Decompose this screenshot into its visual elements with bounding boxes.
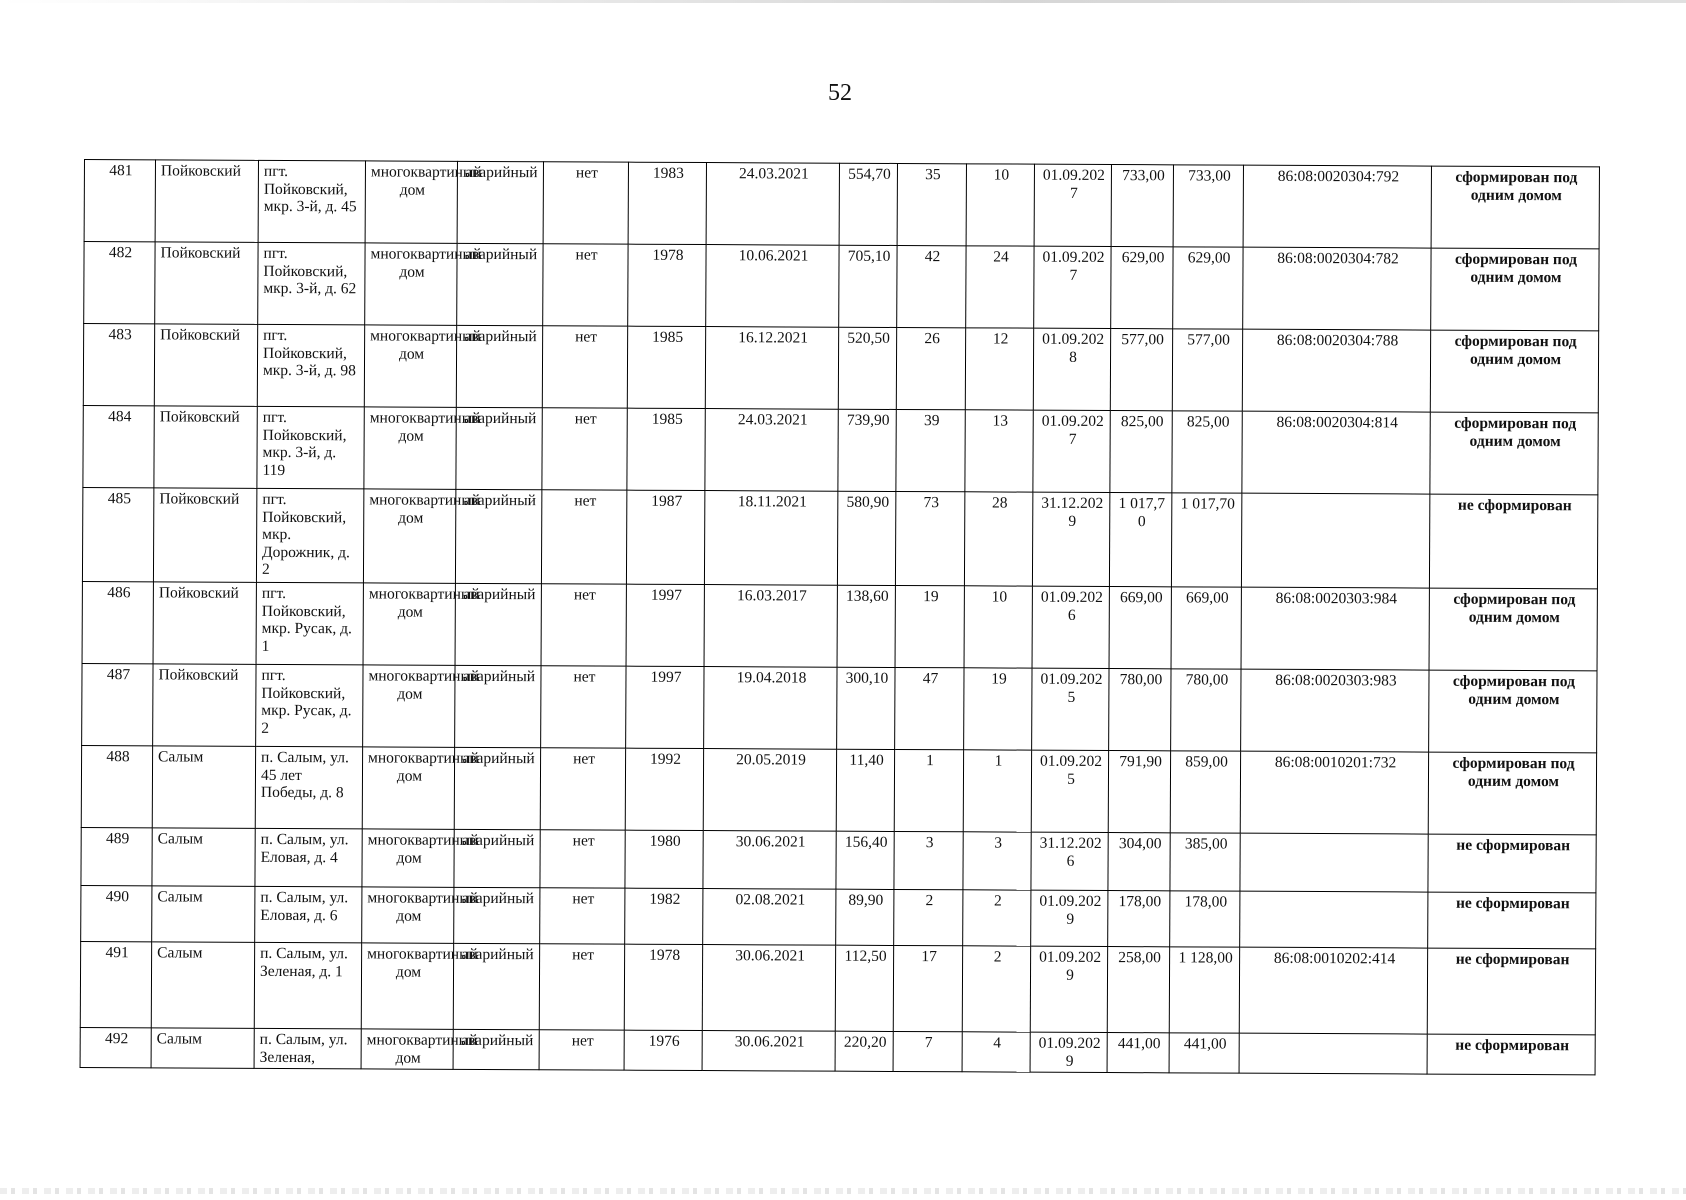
- building-type-cell: многоквартиный дом: [363, 583, 455, 665]
- land-area-total-cell: 780,00: [1171, 669, 1241, 751]
- building-type-cell: многоквартиный дом: [361, 1029, 453, 1069]
- build-year-cell: 1980: [625, 830, 703, 888]
- municipality-cell: Пойковский: [155, 160, 258, 243]
- row-number-cell: 488: [81, 745, 152, 827]
- resettlement-date-cell: 01.09.2029: [1030, 946, 1107, 1032]
- residents-count-cell: 17: [893, 945, 962, 1031]
- flats-count-cell: 10: [966, 164, 1034, 246]
- recognition-date-cell: 02.08.2021: [703, 889, 836, 946]
- address-cell: пгт. Пойковский, мкр. 3-й, д. 98: [257, 324, 364, 407]
- flats-count-cell: 4: [962, 1032, 1030, 1072]
- cadastral-number-cell: 86:08:0020303:983: [1241, 669, 1429, 752]
- flats-count-cell: 3: [963, 832, 1031, 890]
- recognition-date-cell: 16.03.2017: [704, 585, 837, 668]
- land-area-total-cell: 385,00: [1170, 833, 1240, 891]
- condition-cell: аварийный: [457, 243, 543, 325]
- flats-count-cell: 10: [964, 586, 1032, 668]
- housing-register-table: [80, 159, 1600, 1075]
- table-row: [82, 581, 1597, 670]
- resettlement-date-cell: 01.09.2029: [1030, 1032, 1107, 1072]
- cadastral-number-cell: 86:08:0020304:788: [1242, 329, 1430, 412]
- recognition-date-cell: 24.03.2021: [705, 409, 838, 492]
- land-status-cell: не сформирован: [1428, 834, 1596, 893]
- residents-count-cell: 2: [894, 889, 963, 945]
- area-cell: 89,90: [836, 889, 894, 945]
- resettlement-date-cell: 01.09.2028: [1033, 328, 1110, 410]
- flats-count-cell: 28: [964, 492, 1032, 586]
- building-type-cell: многоквартиный дом: [362, 887, 454, 943]
- residents-count-cell: 73: [895, 491, 964, 585]
- flats-count-cell: 1: [963, 750, 1031, 832]
- building-type-cell: многоквартиный дом: [361, 943, 453, 1029]
- building-type-cell: многоквартиный дом: [362, 747, 454, 829]
- condition-cell: аварийный: [456, 407, 542, 489]
- land-status-cell: сформирован под одним домом: [1428, 752, 1596, 835]
- address-cell: п. Салым, ул. 45 лет Победы, д. 8: [255, 746, 362, 829]
- municipality-cell: Салым: [152, 886, 255, 943]
- municipality-cell: Салым: [151, 942, 254, 1029]
- cadastral-number-cell: 86:08:0010202:414: [1239, 947, 1427, 1034]
- residents-count-cell: 39: [896, 409, 965, 491]
- building-type-cell: многоквартиный дом: [363, 665, 455, 747]
- condition-cell: аварийный: [456, 325, 542, 407]
- land-area-cell: 178,00: [1108, 891, 1170, 947]
- land-area-total-cell: 577,00: [1172, 329, 1242, 411]
- recognition-date-cell: 20.05.2019: [703, 749, 836, 832]
- row-number-cell: 491: [80, 941, 151, 1027]
- building-type-cell: многоквартиный дом: [364, 407, 456, 489]
- row-number-cell: 482: [84, 242, 155, 324]
- municipality-cell: Салым: [152, 746, 255, 829]
- area-cell: 156,40: [836, 831, 894, 889]
- table-row: [82, 487, 1597, 588]
- build-year-cell: 1987: [626, 490, 704, 584]
- area-cell: 739,90: [838, 409, 896, 491]
- flag-cell: нет: [541, 666, 626, 748]
- land-area-total-cell: 825,00: [1172, 411, 1242, 493]
- land-area-total-cell: 733,00: [1173, 165, 1243, 247]
- residents-count-cell: 1: [894, 749, 963, 831]
- row-number-cell: 485: [82, 487, 153, 581]
- flats-count-cell: 2: [963, 890, 1031, 946]
- address-cell: п. Салым, ул. Еловая, д. 4: [255, 828, 362, 887]
- area-cell: 554,70: [839, 163, 897, 245]
- flag-cell: нет: [541, 490, 626, 584]
- land-status-cell: сформирован под одним домом: [1431, 248, 1599, 331]
- residents-count-cell: 26: [896, 327, 965, 409]
- residents-count-cell: 3: [894, 831, 963, 889]
- area-cell: 580,90: [837, 491, 895, 585]
- condition-cell: аварийный: [453, 943, 539, 1029]
- table-row: [81, 827, 1596, 892]
- build-year-cell: 1997: [626, 666, 704, 748]
- land-area-total-cell: 859,00: [1170, 751, 1240, 833]
- cadastral-number-cell: 86:08:0020304:792: [1243, 165, 1431, 248]
- page-number: 52: [828, 80, 852, 106]
- land-area-cell: 577,00: [1110, 329, 1172, 411]
- scan-edge-bottom: [0, 1188, 1686, 1194]
- cadastral-number-cell: [1240, 891, 1428, 948]
- building-type-cell: многоквартиный дом: [363, 489, 455, 583]
- table-row: [84, 242, 1599, 331]
- municipality-cell: Пойковский: [154, 406, 257, 489]
- flats-count-cell: 24: [966, 246, 1034, 328]
- resettlement-date-cell: 31.12.2026: [1031, 832, 1108, 890]
- condition-cell: аварийный: [455, 489, 541, 583]
- scan-edge-top: [0, 0, 1686, 3]
- build-year-cell: 1978: [628, 244, 706, 326]
- land-status-cell: сформирован под одним домом: [1431, 166, 1599, 249]
- table-row: [83, 405, 1598, 494]
- land-area-cell: 304,00: [1108, 833, 1170, 891]
- address-cell: п. Салым, ул. Зеленая, д. 1: [254, 942, 361, 1029]
- municipality-cell: Пойковский: [153, 582, 256, 665]
- recognition-date-cell: 30.06.2021: [702, 945, 835, 1032]
- area-cell: 520,50: [838, 327, 896, 409]
- table-row: [80, 941, 1595, 1034]
- address-cell: пгт. Пойковский, мкр. 3-й, д. 62: [258, 242, 365, 325]
- condition-cell: аварийный: [454, 887, 540, 943]
- row-number-cell: 489: [81, 827, 152, 885]
- land-area-total-cell: 669,00: [1171, 587, 1241, 669]
- recognition-date-cell: 18.11.2021: [704, 491, 837, 586]
- municipality-cell: Пойковский: [155, 242, 258, 325]
- table-row: [81, 885, 1596, 948]
- land-area-cell: 825,00: [1110, 411, 1172, 493]
- table-row: [83, 324, 1598, 413]
- municipality-cell: Салым: [151, 1028, 254, 1069]
- area-cell: 300,10: [837, 667, 895, 749]
- land-area-cell: 441,00: [1107, 1033, 1169, 1073]
- land-area-total-cell: 1 128,00: [1169, 947, 1239, 1033]
- table-row: [84, 160, 1599, 249]
- flag-cell: нет: [543, 244, 628, 326]
- building-type-cell: многоквартиный дом: [362, 829, 454, 887]
- row-number-cell: 490: [81, 885, 152, 941]
- resettlement-date-cell: 01.09.2025: [1031, 750, 1108, 832]
- cadastral-number-cell: 86:08:0020304:782: [1243, 247, 1431, 330]
- resettlement-date-cell: 01.09.2027: [1033, 410, 1110, 492]
- flag-cell: нет: [540, 830, 625, 888]
- cadastral-number-cell: 86:08:0010201:732: [1240, 751, 1428, 834]
- row-number-cell: 483: [83, 324, 154, 406]
- residents-count-cell: 19: [895, 585, 964, 667]
- condition-cell: аварийный: [453, 1029, 539, 1069]
- build-year-cell: 1982: [625, 888, 703, 944]
- building-type-cell: многоквартиный дом: [365, 161, 457, 243]
- recognition-date-cell: 30.06.2021: [703, 831, 836, 890]
- recognition-date-cell: 16.12.2021: [705, 327, 838, 410]
- land-area-cell: 780,00: [1109, 669, 1171, 751]
- build-year-cell: 1992: [625, 748, 703, 830]
- residents-count-cell: 35: [897, 163, 966, 245]
- building-type-cell: многоквартиный дом: [365, 243, 457, 325]
- flats-count-cell: 2: [962, 946, 1030, 1032]
- residents-count-cell: 7: [893, 1031, 962, 1071]
- build-year-cell: 1985: [627, 408, 705, 490]
- municipality-cell: Салым: [152, 828, 255, 887]
- condition-cell: аварийный: [454, 829, 540, 887]
- flag-cell: нет: [540, 888, 625, 944]
- land-area-cell: 258,00: [1107, 947, 1169, 1033]
- build-year-cell: 1976: [624, 1030, 702, 1070]
- table-row: [82, 663, 1597, 752]
- flag-cell: нет: [543, 162, 628, 244]
- recognition-date-cell: 30.06.2021: [702, 1031, 835, 1072]
- land-status-cell: не сформирован: [1427, 1034, 1595, 1075]
- resettlement-date-cell: 01.09.2025: [1032, 668, 1109, 750]
- land-area-cell: 733,00: [1111, 165, 1173, 247]
- flag-cell: нет: [542, 408, 627, 490]
- condition-cell: аварийный: [455, 665, 541, 747]
- municipality-cell: Пойковский: [154, 324, 257, 407]
- land-status-cell: не сформирован: [1429, 494, 1597, 589]
- land-area-cell: 629,00: [1111, 247, 1173, 329]
- build-year-cell: 1978: [624, 944, 702, 1030]
- land-status-cell: сформирован под одним домом: [1429, 588, 1597, 671]
- resettlement-date-cell: 01.09.2026: [1032, 586, 1109, 668]
- area-cell: 220,20: [835, 1031, 893, 1071]
- row-number-cell: 486: [82, 581, 153, 663]
- land-status-cell: не сформирован: [1427, 948, 1595, 1035]
- land-area-total-cell: 1 017,70: [1171, 493, 1241, 587]
- land-area-total-cell: 629,00: [1173, 247, 1243, 329]
- resettlement-date-cell: 01.09.2027: [1034, 246, 1111, 328]
- build-year-cell: 1997: [626, 584, 704, 666]
- land-area-total-cell: 441,00: [1169, 1033, 1239, 1073]
- cadastral-number-cell: 86:08:0020304:814: [1242, 411, 1430, 494]
- area-cell: 112,50: [835, 945, 893, 1031]
- area-cell: 11,40: [836, 749, 894, 831]
- flag-cell: нет: [542, 326, 627, 408]
- condition-cell: аварийный: [455, 583, 541, 665]
- condition-cell: аварийный: [454, 747, 540, 829]
- flag-cell: нет: [539, 1030, 624, 1070]
- address-cell: п. Салым, ул. Зеленая,: [254, 1028, 361, 1069]
- residents-count-cell: 47: [895, 667, 964, 749]
- address-cell: пгт. Пойковский, мкр. 3-й, д. 119: [257, 406, 364, 489]
- land-status-cell: сформирован под одним домом: [1430, 412, 1598, 495]
- flag-cell: нет: [539, 944, 624, 1030]
- building-type-cell: многоквартиный дом: [364, 325, 456, 407]
- row-number-cell: 481: [84, 160, 155, 242]
- cadastral-number-cell: [1241, 493, 1429, 588]
- address-cell: пгт. Пойковский, мкр. Русак, д. 1: [256, 582, 363, 665]
- flag-cell: нет: [540, 748, 625, 830]
- area-cell: 138,60: [837, 585, 895, 667]
- address-cell: пгт. Пойковский, мкр. 3-й, д. 45: [258, 160, 365, 243]
- build-year-cell: 1983: [628, 162, 706, 244]
- municipality-cell: Пойковский: [153, 664, 256, 747]
- cadastral-number-cell: [1240, 833, 1428, 892]
- table-row: [81, 745, 1596, 834]
- cadastral-number-cell: 86:08:0020303:984: [1241, 587, 1429, 670]
- flag-cell: нет: [541, 584, 626, 666]
- municipality-cell: Пойковский: [153, 488, 256, 583]
- land-status-cell: не сформирован: [1428, 892, 1596, 949]
- land-status-cell: сформирован под одним домом: [1430, 330, 1598, 413]
- flats-count-cell: 13: [965, 410, 1033, 492]
- land-area-cell: 1 017,70: [1109, 493, 1171, 587]
- table-row: [80, 1027, 1595, 1074]
- land-status-cell: сформирован под одним домом: [1429, 670, 1597, 753]
- condition-cell: аварийный: [457, 161, 543, 243]
- resettlement-date-cell: 31.12.2029: [1032, 492, 1109, 586]
- flats-count-cell: 19: [964, 668, 1032, 750]
- land-area-total-cell: 178,00: [1170, 891, 1240, 947]
- row-number-cell: 487: [82, 663, 153, 745]
- resettlement-date-cell: 01.09.2029: [1031, 890, 1108, 946]
- build-year-cell: 1985: [627, 326, 705, 408]
- cadastral-number-cell: [1239, 1033, 1427, 1074]
- resettlement-date-cell: 01.09.2027: [1034, 164, 1111, 246]
- row-number-cell: 492: [80, 1027, 151, 1067]
- recognition-date-cell: 24.03.2021: [706, 163, 839, 246]
- land-area-cell: 669,00: [1109, 587, 1171, 669]
- area-cell: 705,10: [839, 245, 897, 327]
- address-cell: п. Салым, ул. Еловая, д. 6: [255, 886, 362, 943]
- land-area-cell: 791,90: [1108, 751, 1170, 833]
- row-number-cell: 484: [83, 405, 154, 487]
- recognition-date-cell: 10.06.2021: [706, 245, 839, 328]
- address-cell: пгт. Пойковский, мкр. Русак, д. 2: [256, 664, 363, 747]
- address-cell: пгт. Пойковский, мкр. Дорожник, д. 2: [256, 488, 363, 583]
- recognition-date-cell: 19.04.2018: [704, 667, 837, 750]
- flats-count-cell: 12: [965, 328, 1033, 410]
- residents-count-cell: 42: [897, 245, 966, 327]
